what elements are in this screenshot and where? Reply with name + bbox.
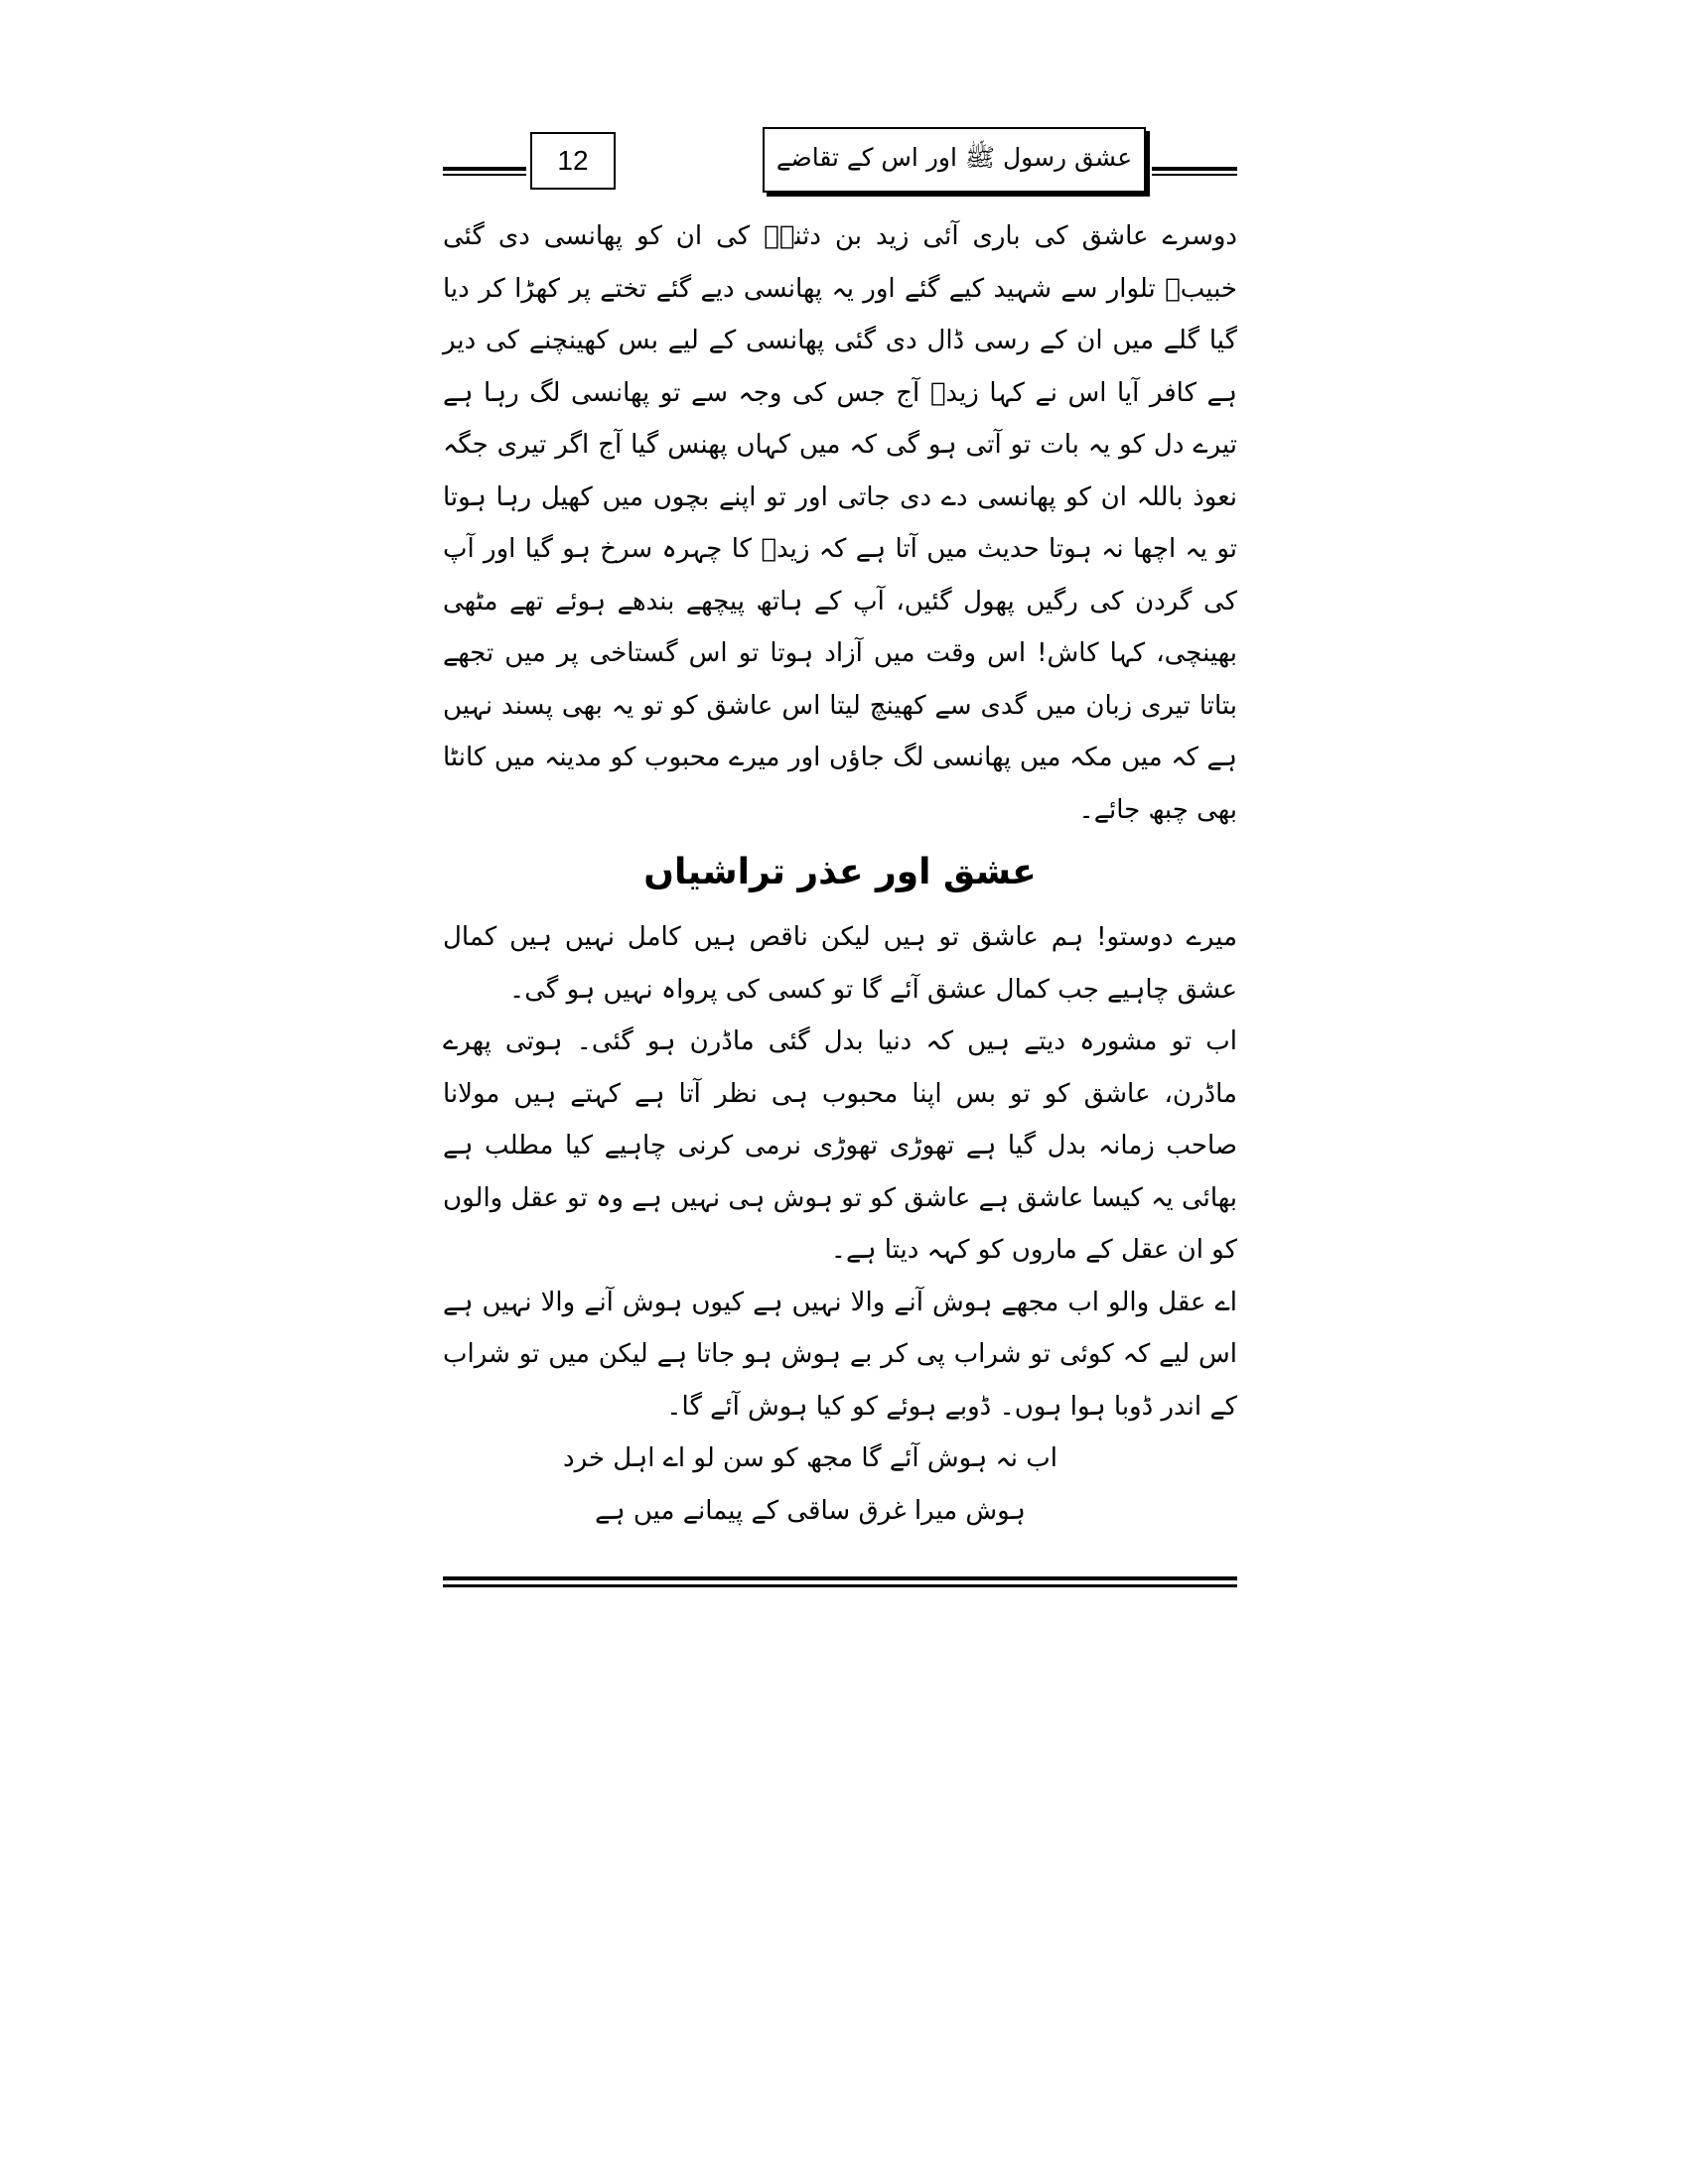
page-number: 12 <box>530 132 616 190</box>
section-heading: عشق اور عذر تراشیاں <box>643 852 1037 892</box>
header-rule-right <box>1152 167 1237 177</box>
running-title: عشق رسول ﷺ اور اس کے تقاضے <box>763 127 1146 193</box>
paragraph-4: اے عقل والو اب مجھے ہوش آنے والا نہیں ہے کیوں ہوش آنے والا نہیں ہے اس لیے کہ کوئی تو شراب پی کر بے ہوش ہو جاتا ہے لیکن میں تو شراب کے اندر ڈوبا ہوا ہوں۔ ڈوبے ہوئے کو کیا ہوش آئے گا۔ <box>443 1287 1237 1422</box>
paragraph-1: دوسرے عاشق کی باری آئی زید بن دثنہؓ کی ان کو پھانسی دی گئی خبیبؓ تلوار سے شہید کیے گئے اور یہ پھانسی دیے گئے تختے پر کھڑا کر دیا گیا گلے میں ان کے رسی ڈال دی گئی پھانسی کے لیے بس کھینچنے کی دیر ہے کافر آیا اس نے کہا زیدؓ آج جس کی وجہ سے تو پھانسی لگ رہا ہے تیرے دل کو یہ بات تو آتی ہو گی کہ میں کہاں پھنس گیا آج اگر تیری جگہ نعوذ باللہ ان کو پھانسی دے دی جاتی اور تو اپنے بچوں میں کھیل رہا ہوتا تو یہ اچھا نہ ہوتا حدیث میں آتا ہے کہ زیدؓ کا چہرہ سرخ ہو گیا اور آپ کی گردن کی رگیں پھول گئیں، آپ کے ہاتھ پیچھے بندھے ہوئے تھے مٹھی بھینچی، کہا کاش! اس وقت میں آزاد ہوتا تو اس گستاخی پر میں تجھے بتاتا تیری زبان میں گدی سے کھینچ لیتا اس عاشق کو تو یہ بھی پسند نہیں ہے کہ میں مکہ میں پھانسی لگ جاؤں اور میرے محبوب کو مدینہ میں کانٹا بھی چبھ جائے۔ <box>443 221 1237 825</box>
page-header <box>443 127 1237 197</box>
footer-rule <box>443 1576 1237 1588</box>
paragraph-3: اب تو مشورہ دیتے ہیں کہ دنیا بدل گئی ماڈرن ہو گئی۔ ہوتی پھرے ماڈرن، عاشق کو تو بس اپنا محبوب ہی نظر آتا ہے کہتے ہیں مولانا صاحب زمانہ بدل گیا ہے تھوڑی تھوڑی نرمی کرنی چاہیے کیا مطلب ہے بھائی یہ کیسا عاشق ہے عاشق کو تو ہوش ہی نہیں ہے وہ تو عقل والوں کو ان عقل کے ماروں کو کہہ دیتا ہے۔ <box>443 1026 1237 1265</box>
page-body <box>443 210 1237 1537</box>
couplet-line-2: ہوش میرا غرق ساقی کے پیمانے میں ہے <box>595 1495 1026 1526</box>
couplet-line-1: اب نہ ہوش آئے گا مجھ کو سن لو اے اہل خرد <box>563 1443 1057 1473</box>
paragraph-2: میرے دوستو! ہم عاشق تو ہیں لیکن ناقص ہیں کامل نہیں ہیں کمال عشق چاہیے جب کمال عشق آئے گا تو کسی کی پرواہ نہیں ہو گی۔ <box>443 922 1237 1005</box>
header-rule-left <box>443 167 526 177</box>
